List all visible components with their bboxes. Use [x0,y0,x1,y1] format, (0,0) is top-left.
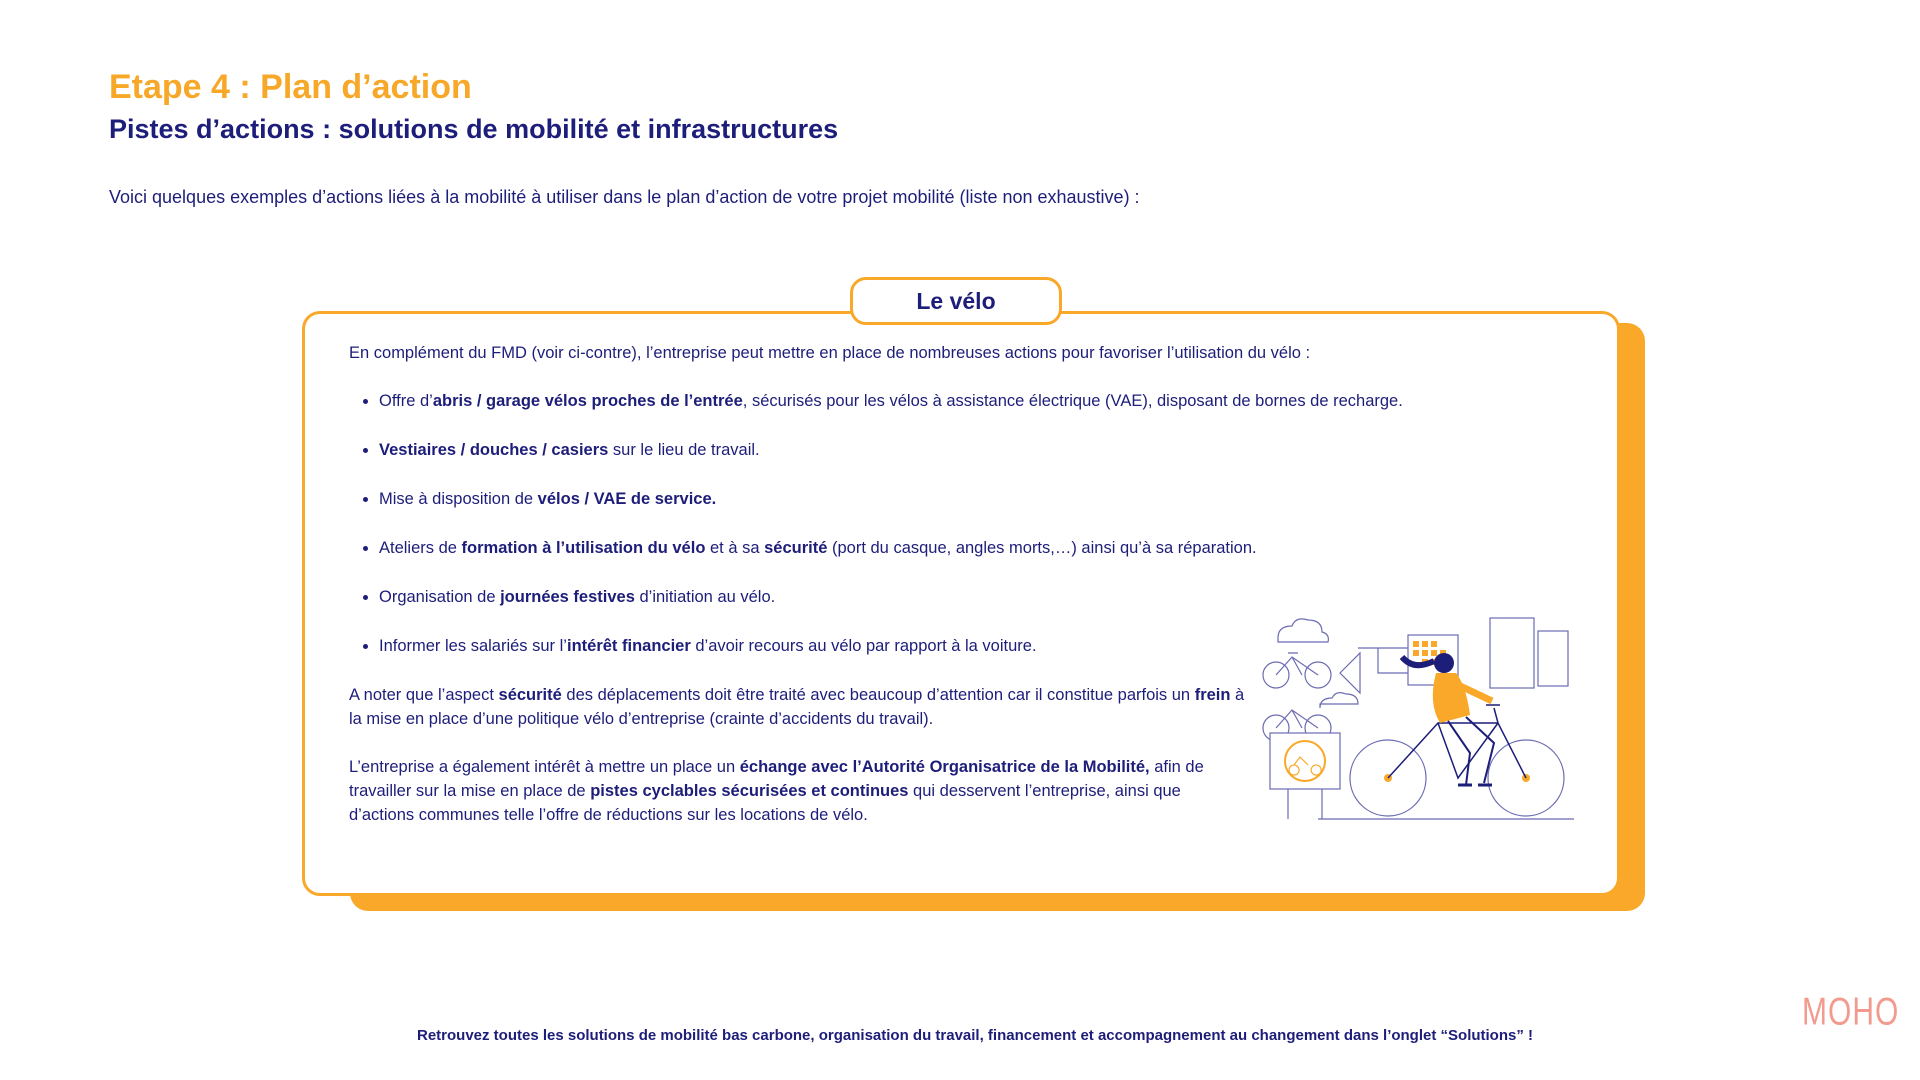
list-item: • Informer les salariés sur l’intérêt financier d’avoir recours au vélo par rapport à la voiture. [379,634,1549,658]
aom-note: L’entreprise a également intérêt à mettre un place un échange avec l’Autorité Organisatrice de la Mobilité, afin de travailler sur la mise en place de pistes cyclables sécurisées et continues qui desservent l’entreprise, ainsi que d’actions communes telle l’offre de réductions sur les locations de vélo. [349,758,1204,824]
moho-logo: MOHO [1802,990,1900,1034]
list-item: • Offre d’abris / garage vélos proches de l’entrée, sécurisés pour les vélos à assistance électrique (VAE), disposant de bornes de recharge. [379,389,1549,413]
intro-text: Voici quelques exemples d’actions liées à la mobilité à utiliser dans le plan d’action de votre projet mobilité (liste non exhaustive) : [109,187,1140,207]
cyclist-illustration [1258,613,1574,825]
card-tab-label: Le vélo [850,277,1062,325]
list-item: • Ateliers de formation à l’utilisation du vélo et à sa sécurité (port du casque, angles morts,…) ainsi qu’à sa réparation. [379,536,1549,560]
footer-text: Retrouvez toutes les solutions de mobilité bas carbone, organisation du travail, financement et accompagnement au changement dans l’onglet “Solutions” ! [416,1027,1534,1044]
page-title: Etape 4 : Plan d’action [109,68,472,106]
list-item: • Vestiaires / douches / casiers sur le lieu de travail. [379,438,1549,462]
list-item: • Organisation de journées festives d’initiation au vélo. [379,585,1549,609]
card-lead: En complément du FMD (voir ci-contre), l’entreprise peut mettre en place de nombreuses actions pour favoriser l’utilisation du vélo : [349,344,1311,362]
security-note: A noter que l’aspect sécurité des déplacements doit être traité avec beaucoup d’attention car il constitue parfois un frein à la mise en place d’une politique vélo d’entreprise (crainte d’accidents du travail). [349,686,1245,728]
list-item: • Mise à disposition de vélos / VAE de service. [379,487,1549,511]
page-subtitle: Pistes d’actions : solutions de mobilité et infrastructures [109,114,839,144]
